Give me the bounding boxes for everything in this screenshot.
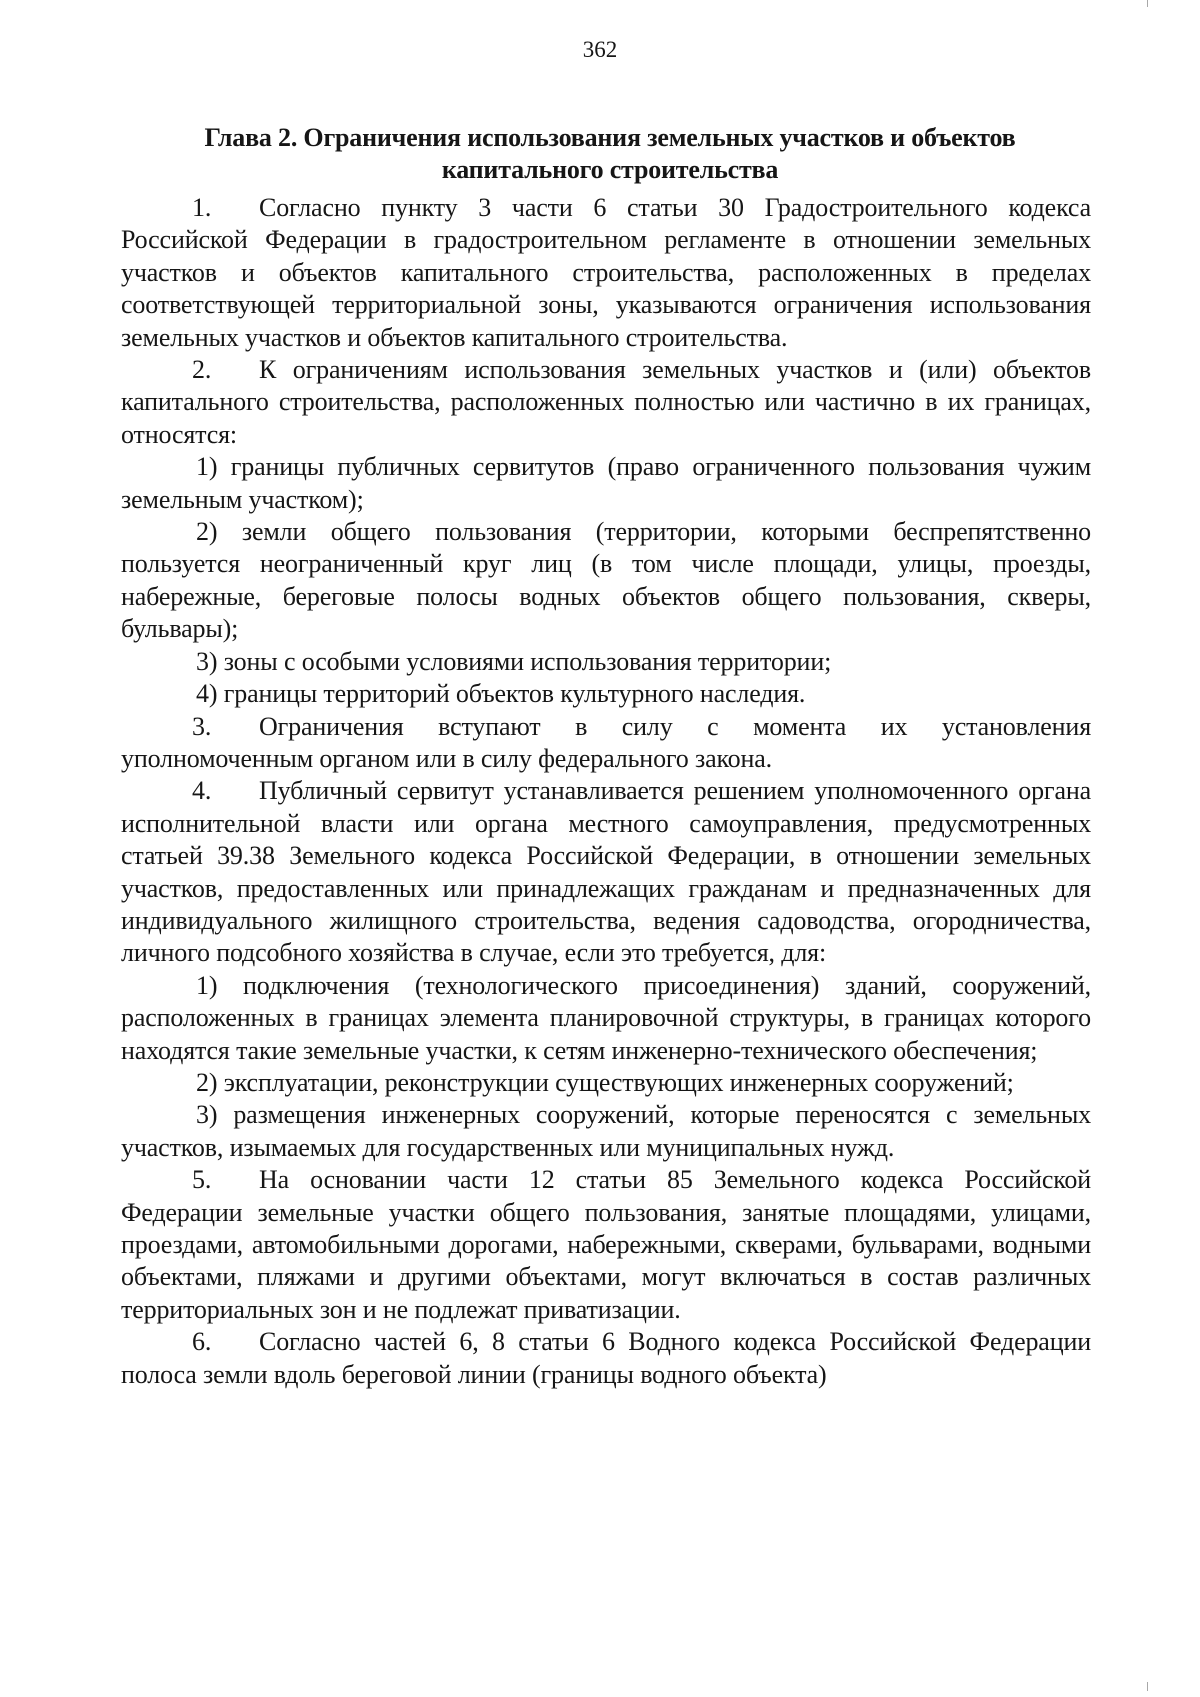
paragraph-text: К ограничениям использования земельных участков и (или) объектов капитального строительства, расположенных полностью или частично в их границах, относятся: — [121, 355, 1091, 449]
list-item-3: 3) зоны с особыми условиями использования территории; — [196, 646, 832, 676]
list-item-4: 4) границы территорий объектов культурного наследия. — [196, 679, 806, 709]
paragraph-3 — [121, 711, 1091, 776]
paragraph-5 — [121, 1164, 1091, 1326]
document-body — [121, 192, 1091, 1391]
list-item-3: 3) размещения инженерных сооружений, которые переносятся с земельных участков, изымаемых для государственных или муниципальных нужд. — [121, 1100, 1091, 1162]
scan-edge-mark-bottom — [1147, 1682, 1148, 1691]
paragraph-number: 6. — [192, 1327, 212, 1357]
paragraph-2 — [121, 354, 1091, 451]
paragraph-text: Ограничения вступают в силу с момента их установления уполномоченным органом или в силу федерального закона. — [121, 711, 1091, 773]
scan-edge-mark-top — [1147, 0, 1148, 7]
paragraph-text: На основании части 12 статьи 85 Земельного кодекса Российской Федерации земельные участки общего пользования, занятые площадями, улицами, проездами, автомобильными дорогами, набережными, скверами, бульварами, водными объектами, пляжами и другими объектами, могут включаться в состав различных территориальных зон и не подлежат приватизации. — [121, 1165, 1091, 1324]
list-item-1: 1) подключения (технологического присоединения) зданий, сооружений, расположенных в границах элемента планировочной структуры, в границах которого находятся такие земельные участки, к сетям инженерно-технического обеспечения; — [121, 970, 1091, 1065]
page-number: 362 — [582, 37, 618, 62]
paragraph-number: 3. — [192, 711, 212, 741]
paragraph-text: Согласно пункту 3 части 6 статьи 30 Градостроительного кодекса Российской Федерации в градостроительном регламенте в отношении земельных участков и объектов капитального строительства, расположенных в пределах соответствующей территориальной зоны, указываются ограничения использования земельных участков и объектов капитального строительства. — [121, 193, 1091, 352]
paragraph-4 — [121, 775, 1091, 969]
list-item-1: 1) границы публичных сервитутов (право ограниченного пользования чужим земельным участком); — [121, 452, 1091, 514]
paragraph-number: 2. — [192, 355, 212, 385]
paragraph-6 — [121, 1326, 1091, 1391]
paragraph-text: Согласно частей 6, 8 статьи 6 Водного кодекса Российской Федерации полоса земли вдоль береговой линии (границы водного объекта) — [121, 1327, 1091, 1389]
paragraph-number: 5. — [192, 1165, 212, 1195]
paragraph-number: 1. — [192, 193, 212, 222]
list-item-2: 2) эксплуатации, реконструкции существующих инженерных сооружений; — [196, 1067, 1014, 1097]
paragraph-number: 4. — [192, 776, 212, 806]
paragraph-text: Публичный сервитут устанавливается решением уполномоченного органа исполнительной власти или органа местного самоуправления, предусмотренных статьей 39.38 Земельного кодекса Российской Федерации, в отношении земельных участков, предоставленных или принадлежащих гражданам и предназначенных для индивидуального жилищного строительства, ведения садоводства, огородничества, личного подсобного хозяйства в случае, если это требуется, для: — [121, 776, 1091, 968]
paragraph-1 — [121, 192, 1091, 354]
chapter-title: Глава 2. Ограничения использования земельных участков и объектов капитального строительства — [204, 123, 1016, 184]
list-item-2: 2) земли общего пользования (территории, которыми беспрепятственно пользуется неограниченный круг лиц (в том числе площади, улицы, проезды, набережные, береговые полосы водных объектов общего пользования, скверы, бульвары); — [121, 517, 1091, 644]
